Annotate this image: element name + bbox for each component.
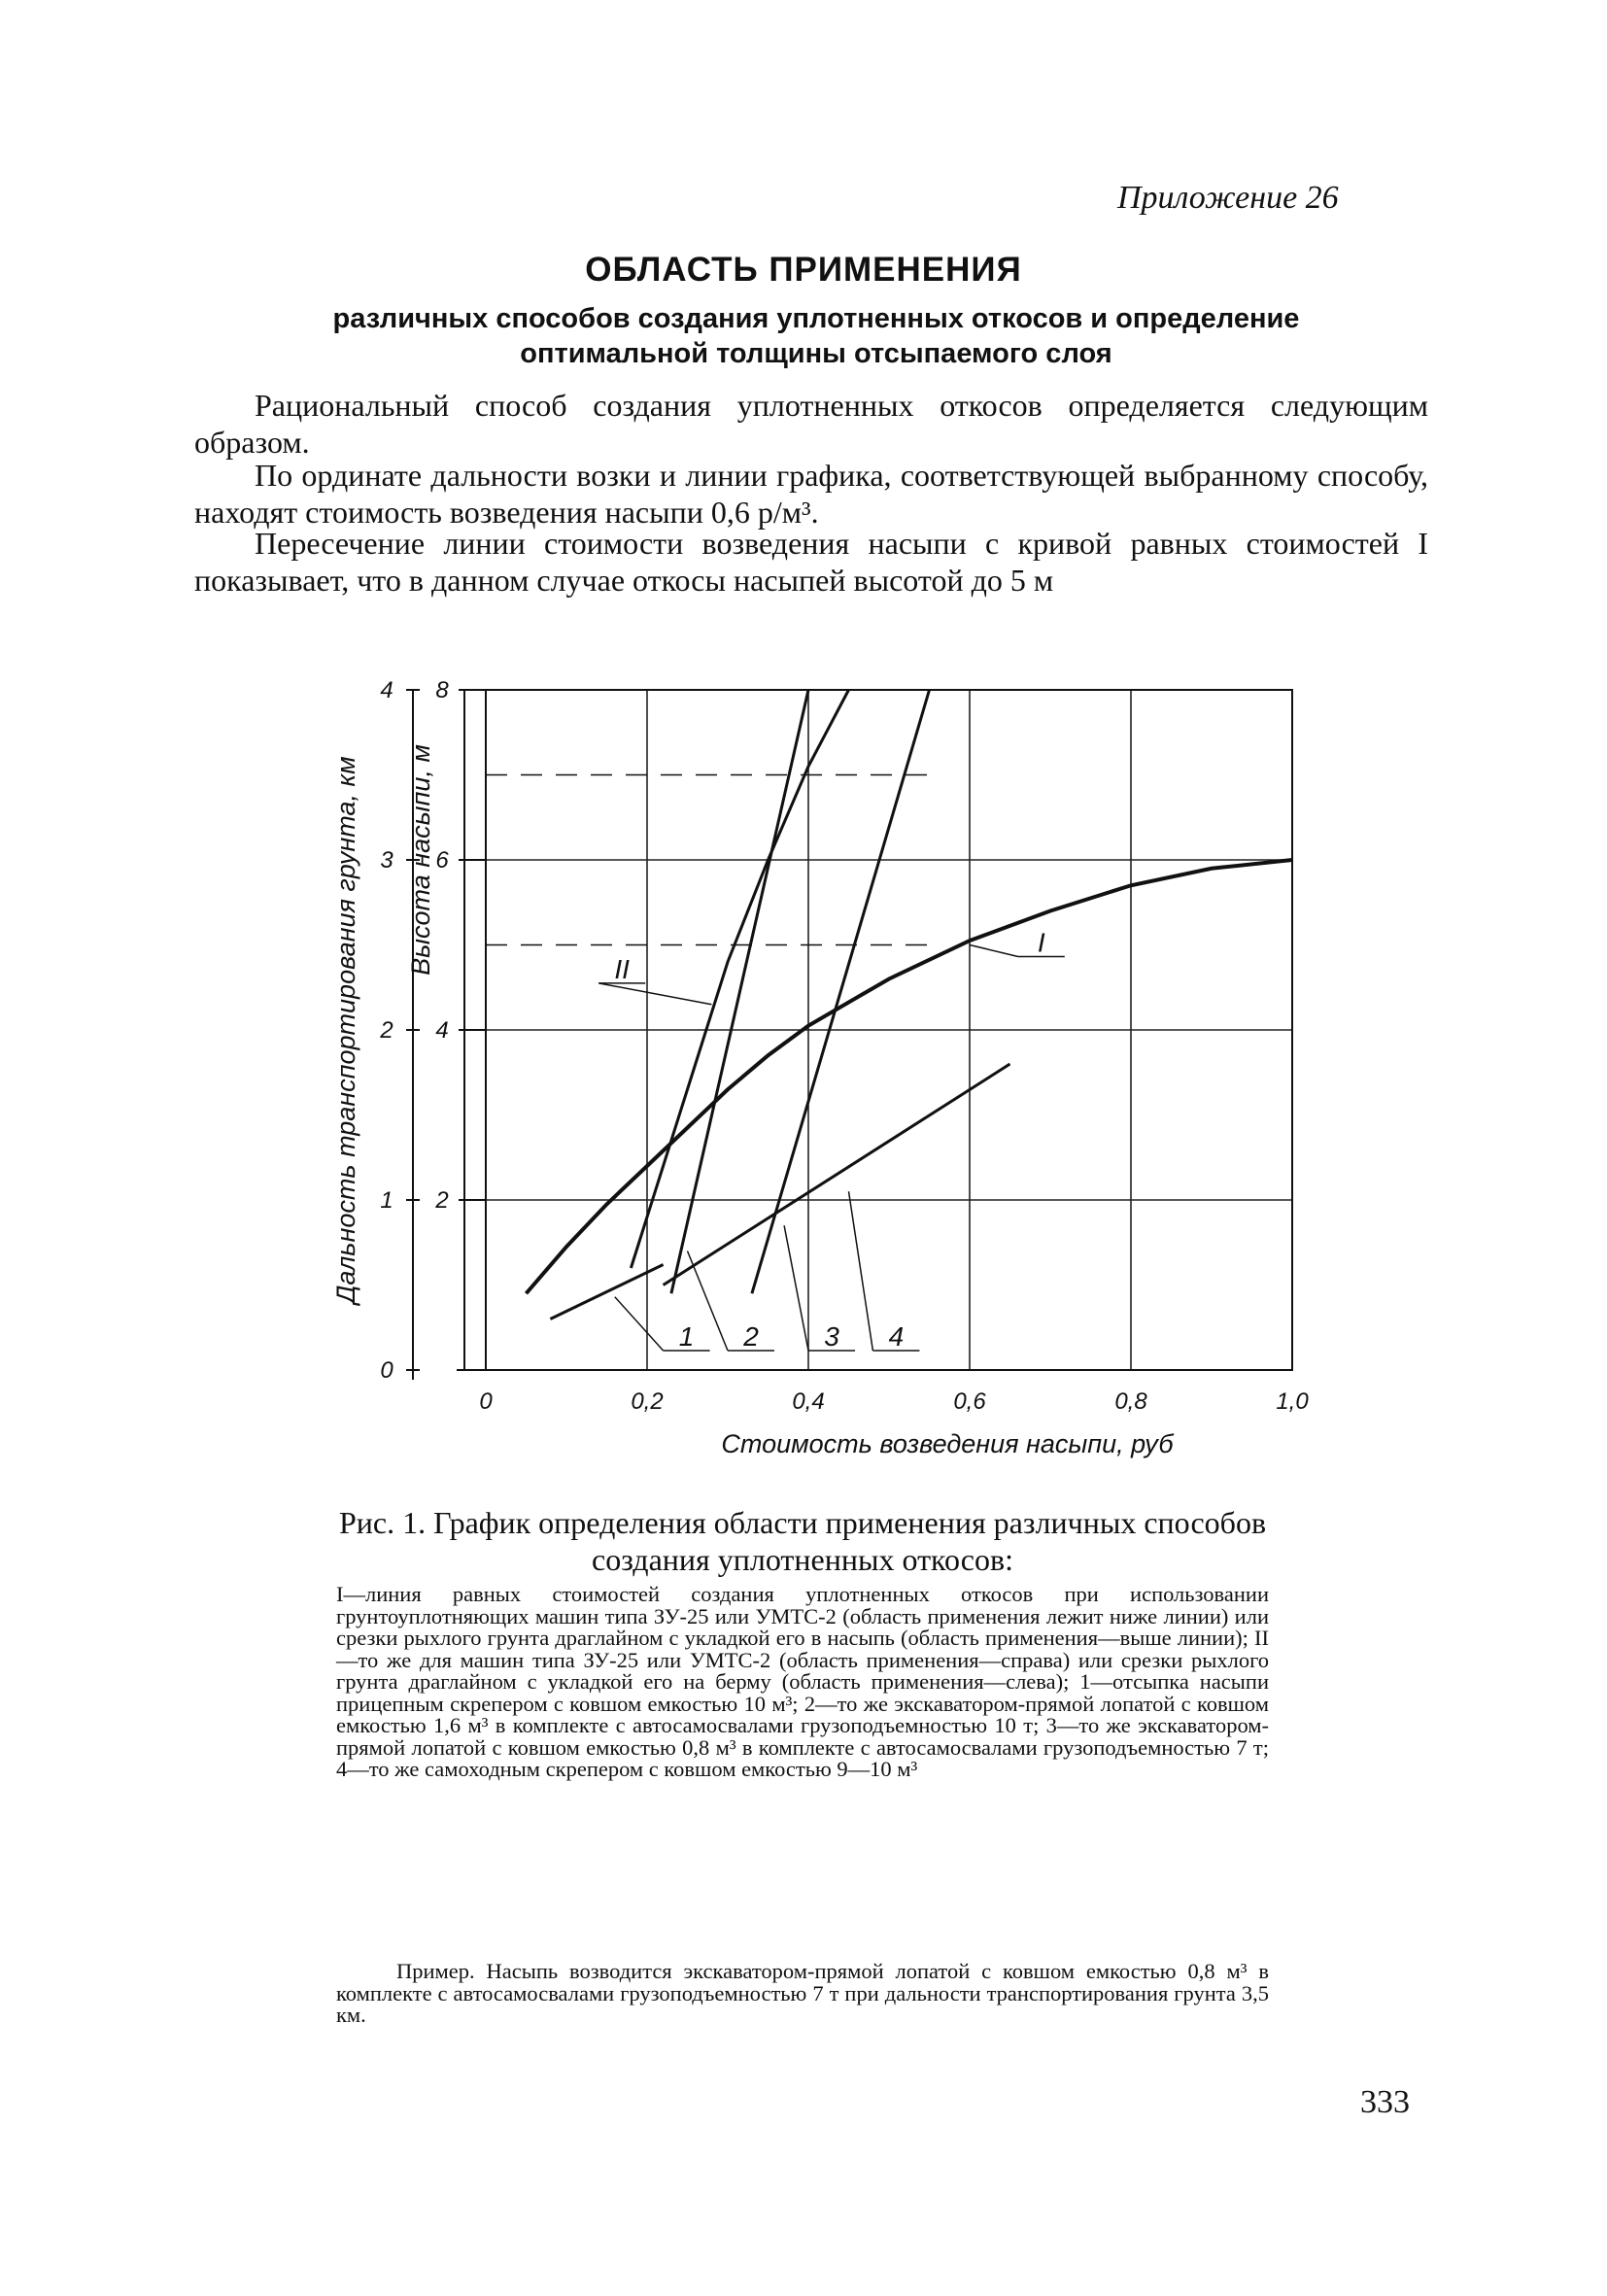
leader-line-3 (784, 1225, 808, 1351)
series-label-I: I (1037, 927, 1045, 958)
right-tick-label: 8 (435, 677, 449, 703)
x-tick-label: 1,0 (1276, 1388, 1309, 1415)
leader-line-I (970, 945, 1018, 957)
x-axis-title: Стоимость возведения насыпи, руб (721, 1429, 1174, 1458)
series-line-2 (671, 690, 808, 1293)
series-line-1 (550, 1265, 663, 1319)
left-tick-label: 1 (380, 1187, 393, 1214)
series-label-1: 1 (678, 1321, 695, 1352)
left-tick-label: 3 (380, 847, 393, 874)
left-axis-title: Дальность транспортирования грунта, км (331, 756, 360, 1304)
x-tick-label: 0,6 (953, 1388, 986, 1415)
figure-legend: I—линия равных стоимостей создания уплотненных откосов при использовании грунтоуплотняющих машин типа ЗУ-25 или УМТС-2 (область применения лежит ниже линии) или срезки рыхлого грунта драглайном с укладкой его в насыпь (область применения—выше линии); II—то же для машин типа ЗУ-25 или УМТС-2 (область применения—справа) или срезки рыхлого грунта драглайном с укладкой его на берму (область применения—слева); 1—отсыпка насыпи прицепным скрепером с ковшом емкостью 10 м³; 2—то же экскаватором-прямой лопатой с ковшом емкостью 1,6 м³ в комплекте с автосамосвалами грузоподъемностью 10 т; 3—то же экскаватором-прямой лопатой с ковшом емкостью 0,8 м³ в комплекте с автосамосвалами грузоподъемностью 7 т; 4—то же самоходным скрепером с ковшом емкостью 9—10 м³ (336, 1582, 1269, 1781)
x-tick-label: 0,4 (792, 1388, 825, 1415)
right-axis-title: Высота насыпи, м (406, 744, 435, 976)
left-tick-label: 0 (380, 1357, 393, 1384)
paragraph-2: По ординате дальности возки и линии графика, соответствующей выбранному способу, находят стоимость возведения насыпи 0,6 р/м³. (194, 458, 1428, 530)
series-line-I (527, 860, 1293, 1293)
leader-line-4 (849, 1191, 873, 1351)
page-title: ОБЛАСТЬ ПРИМЕНЕНИЯ (585, 251, 1022, 289)
series-line-II (631, 690, 848, 1268)
leader-line-II (598, 983, 711, 1005)
figure-caption: Рис. 1. График определения области применения различных способов создания уплотненных откосов: (338, 1505, 1267, 1577)
series-label-II: II (614, 953, 630, 984)
x-tick-label: 0,2 (631, 1388, 664, 1415)
right-tick-label: 6 (435, 847, 449, 874)
right-tick-label: 4 (435, 1017, 449, 1044)
series-label-2: 2 (743, 1321, 759, 1352)
series-label-4: 4 (888, 1321, 905, 1352)
x-tick-label: 0,8 (1114, 1388, 1147, 1415)
appendix-label: Приложение 26 (1117, 180, 1339, 216)
page-subtitle: различных способов создания уплотненных откосов и определение оптимальной толщины отсыпаемого слоя (332, 303, 1300, 369)
paragraph-1: Рациональный способ создания уплотненных откосов определяется следующим образом. (194, 388, 1428, 460)
x-tick-label: 0 (479, 1388, 493, 1415)
example-paragraph: Пример. Насыпь возводится экскаватором-прямой лопатой с ковшом емкостью 0,8 м³ в комплекте с автосамосвалами грузоподъемностью 7 т при дальности транспортирования грунта 3,5 км. (336, 1959, 1269, 2027)
series-line-3 (752, 690, 930, 1293)
left-tick-label: 2 (380, 1017, 393, 1044)
page-number: 333 (1360, 2084, 1410, 2120)
right-tick-label: 2 (435, 1187, 449, 1214)
paragraph-3: Пересечение линии стоимости возведения насыпи с кривой равных стоимостей I показывает, что в данном случае откосы насыпей высотой до 5 м (194, 526, 1428, 598)
leader-line-1 (615, 1297, 664, 1351)
series-label-3: 3 (824, 1321, 839, 1352)
left-tick-label: 4 (380, 677, 393, 703)
figure-chart (311, 670, 1341, 1467)
